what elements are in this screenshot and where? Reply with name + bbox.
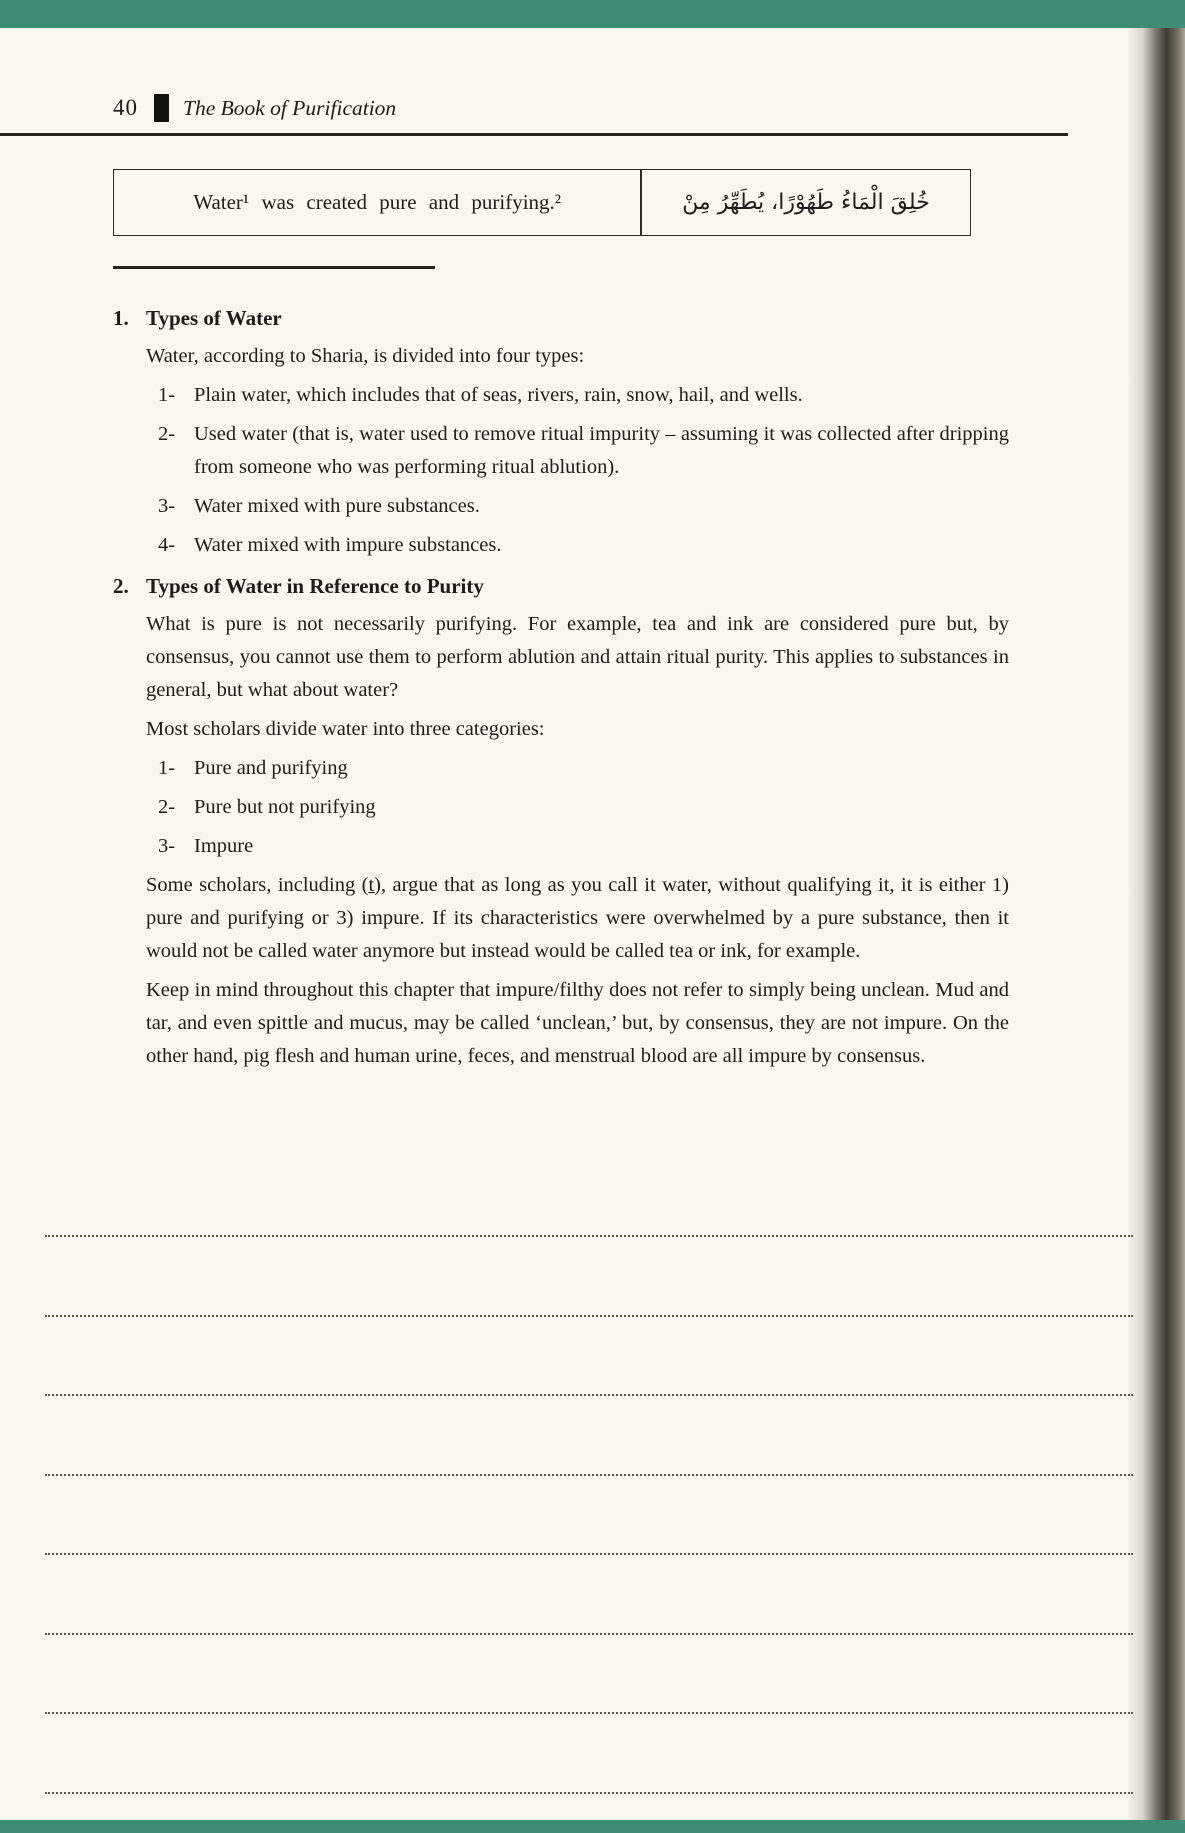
page-header xyxy=(113,94,396,122)
notes-line xyxy=(45,1553,1133,1555)
list-item xyxy=(158,830,1009,863)
list-text: Pure but not purifying xyxy=(194,796,376,818)
section-title: Types of Water in Reference to Purity xyxy=(146,574,484,598)
paragraph: Keep in mind throughout this chapter that impure/filthy does not refer to simply being unclean. Mud and tar, and even spittle and mucus, may be called ‘unclean,’ but, by consensus, they are not impure. On the other hand, pig flesh and human urine, feces, and menstrual blood are all impure by consensus. xyxy=(146,979,1009,1067)
footnote-separator-rule xyxy=(113,266,435,269)
scan-edge-right xyxy=(1127,0,1185,1833)
notes-line xyxy=(45,1633,1133,1635)
list-marker: 4- xyxy=(158,534,176,556)
list-marker: 3- xyxy=(158,495,176,517)
hadith-box xyxy=(113,169,971,236)
section-types-of-water xyxy=(113,302,1009,562)
list-marker: 1- xyxy=(158,757,176,779)
notes-area xyxy=(45,1235,1133,1833)
notes-line xyxy=(45,1235,1133,1237)
list-text: Water mixed with pure substances. xyxy=(194,495,480,517)
list-marker: 3- xyxy=(158,835,176,857)
section-heading xyxy=(113,302,1009,335)
page-content xyxy=(113,294,1009,1079)
list-text: Impure xyxy=(194,835,254,857)
section-heading xyxy=(113,570,1009,603)
section-number: 2. xyxy=(113,574,129,598)
list-text: Water mixed with impure substances. xyxy=(194,534,502,556)
list-marker: 2- xyxy=(158,796,176,818)
list-text: Plain water, which includes that of seas, rivers, rain, snow, hail, and wells. xyxy=(194,384,803,406)
section-number: 1. xyxy=(113,306,129,330)
page-number: 40 xyxy=(113,95,138,120)
section-body xyxy=(146,608,1009,1073)
scan-edge-top xyxy=(0,0,1185,28)
list-item xyxy=(158,418,1009,484)
paragraph: What is pure is not necessarily purifying. For example, tea and ink are considered pure but, by consensus, you cannot use them to perform ablution and attain ritual purity. This applies to substances in general, but what about water? xyxy=(146,613,1009,701)
paragraph: Most scholars divide water into three categories: xyxy=(146,718,545,740)
hadith-arabic-text: خُلِقَ الْمَاءُ طَهُوْرًا، يُطَهِّرُ مِنْ xyxy=(682,190,930,215)
list-item xyxy=(158,490,1009,523)
chapter-marker-icon xyxy=(154,94,169,122)
list-item xyxy=(158,379,1009,412)
running-title: The Book of Purification xyxy=(183,95,397,120)
list-marker: 2- xyxy=(158,423,176,445)
notes-line xyxy=(45,1474,1133,1476)
notes-line xyxy=(45,1712,1133,1714)
section-title: Types of Water xyxy=(146,306,282,330)
paragraph: Water, according to Sharia, is divided into four types: xyxy=(146,345,585,367)
list-item xyxy=(158,752,1009,785)
list-item xyxy=(158,529,1009,562)
notes-line xyxy=(45,1792,1133,1794)
section-types-of-water-purity xyxy=(113,570,1009,1073)
notes-line xyxy=(45,1315,1133,1317)
list-marker: 1- xyxy=(158,384,176,406)
list-text: Used water (that is, water used to remove ritual impurity – assuming it was collected after dripping from someone who was performing ritual ablution). xyxy=(194,423,1009,478)
header-rule xyxy=(0,133,1068,136)
paragraph: Some scholars, including (ṯ), argue that as long as you call it water, without qualifying it, it is either 1) pure and purifying or 3) impure. If its characteristics were overwhelmed by a pure substance, then it would not be called water anymore but instead would be called tea or ink, for example. xyxy=(146,874,1009,962)
hadith-english-text: Water¹ was created pure and purifying.² xyxy=(193,190,562,214)
section-body xyxy=(146,340,1009,562)
list-text: Pure and purifying xyxy=(194,757,348,779)
scan-edge-bottom xyxy=(0,1820,1185,1833)
notes-line xyxy=(45,1394,1133,1396)
list-item xyxy=(158,791,1009,824)
